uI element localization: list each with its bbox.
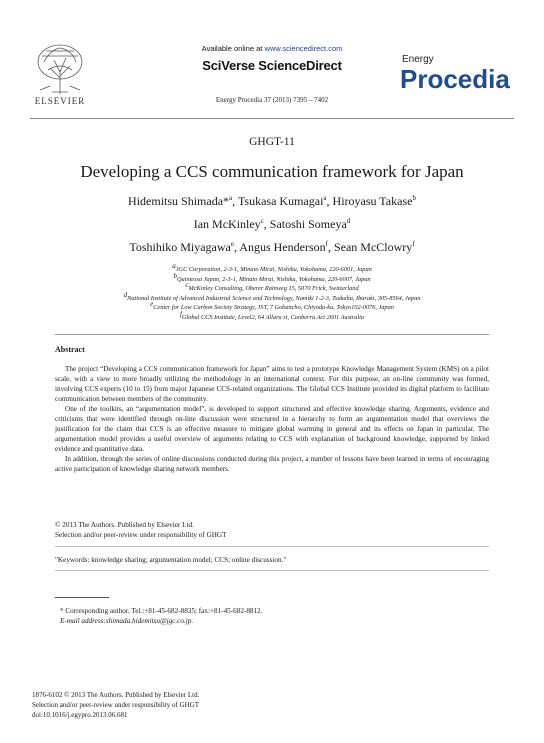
page-footer (32, 690, 432, 720)
keywords-top-rule (55, 546, 489, 547)
author-name: Hiroyasu Takase (332, 194, 413, 208)
author-sup: f (412, 240, 415, 248)
author-sup: a (229, 194, 233, 202)
copyright-line: © 2013 The Authors. Published by Elsevier Ltd. (55, 521, 194, 529)
copyright-block (55, 520, 489, 540)
abstract-paragraph: The project “Developing a CCS communication framework for Japan” aims to test a prototype Knowledge Management System (KMS) on a pilot scale, with a view to more broadly utilizing the methodology in an international context. For this purpose, an on-line community was formed, involving CCS experts (10 to 15) from major Japanese CCS-related organizations. The Global CCS Institute provided its digital platform to facilitate communication between members of the community. (55, 365, 489, 403)
author-sup: e (230, 240, 234, 248)
authors-line-2: Ian McKinley$^c$, Satoshi Someya$^d$ (193, 217, 351, 231)
abstract-divider (55, 334, 489, 335)
sciverse-wordmark: SciVerse ScienceDirect (202, 58, 342, 73)
author-sup: f (325, 240, 328, 248)
author-name: Toshihiko Miyagawa (129, 240, 231, 254)
authors-line-3: Toshihiko Miyagawa$^e$, Angus Henderson$^f$, Sean McClowry$^f$ (129, 240, 415, 254)
abstract-body (55, 364, 489, 474)
copyright-line: Selection and/or peer-review under responsibility of GHGT (55, 531, 227, 539)
available-online-label: Available online at (201, 44, 263, 53)
conference-label: GHGT-11 (249, 136, 295, 148)
journal-logo-big: Procedia (400, 64, 510, 94)
footnote-contact: * Corresponding author. Tel.:+81-45-682-8835; fax:+81-45-682-8812. (60, 607, 263, 615)
abstract-paragraph: In addition, through the series of online discussions conducted during this project, a number of lessons have been learned in terms of encouraging active participation of knowledge sharing network members. (55, 455, 489, 473)
affiliations (0, 261, 544, 322)
author-name: Satoshi Someya (269, 217, 347, 231)
footnote-email[interactable]: E-mail address:shimada.hidemitsu@jgc.co.jp. (60, 617, 194, 625)
keywords: "Keywords: knowledge sharing; argumentation model; CCS; online discussion." (55, 556, 287, 564)
author-sup: d (346, 217, 351, 225)
footer-doi[interactable]: doi:10.1016/j.egypro.2013.06.681 (32, 711, 128, 719)
affiliation-item: $^f$Global CCS Institute, Level2, 64 Allara st, Canberra Act 2601 Australia (179, 309, 365, 321)
abstract-heading: Abstract (55, 345, 85, 354)
sciencedirect-link[interactable]: www.sciencedirect.com (264, 44, 343, 53)
journal-logo-small: Energy (402, 54, 434, 65)
author-name: Hidemitsu Shimada* (128, 194, 230, 208)
footer-review: Selection and/or peer-review under responsibility of GHGT (32, 701, 200, 709)
footnote (60, 606, 490, 626)
affiliation-item: $^e$Center for Low Carbon Society Strategy, JST, 7 Gobancho, Chiyoda-ku, Tokyo102-0076, Japan (150, 299, 394, 311)
footnote-rule (55, 597, 109, 598)
affiliation-item: $^a$JGC Corporation, 2-3-1, Minato Mirai, Nishiku, Yokohama, 220-6001, Japan (172, 261, 372, 273)
paper-title: Developing a CCS communication framework for Japan (80, 162, 464, 181)
author-name: Tsukasa Kumagai (237, 194, 324, 208)
header-divider (30, 118, 514, 119)
affiliation-item: $^d$National Institute of Advanced Industrial Science and Technology, Namiki 1-2-3, Tsukuba, Ibaraki, 305-8564, Japan (123, 290, 421, 302)
author-name: Ian McKinley (193, 217, 261, 231)
journal-reference: Energy Procedia 37 (2013) 7395 – 7402 (215, 96, 329, 104)
author-name: Angus Henderson (239, 240, 326, 254)
author-sup: b (412, 194, 416, 202)
abstract-paragraph: One of the toolkits, an “argumentation model”, is developed to support structured and effective knowledge sharing. Arguments, evidence and criticisms that were identified through on-line discussion were structured in a hierarchy to form an argumentation model that overviews the justification for the claim that CCS is an effective measure to mitigate global warming in general and its effects on Japan in particular. The argumentation model provides a useful overview of arguments relating to CCS with explanation of background knowledge, supported by linked evidence and quantitative data. (55, 405, 489, 453)
keywords-bottom-rule (55, 570, 489, 571)
affiliation-item: $^b$Quintessa Japan, 2-3-1, Minato Mirai, Nishiku, Yokohama, 220-6007, Japan (173, 271, 371, 283)
affiliation-item: $^c$McKinley Consulting, Oberer Rainweg 15, 5070 Frick, Switzerland (185, 280, 359, 292)
authors-line-1: Hidemitsu Shimada*$^a$, Tsukasa Kumagai$^a$, Hiroyasu Takase$^b$ (128, 194, 416, 208)
author-sup: c (260, 217, 264, 225)
footer-issn: 1876-6102 © 2013 The Authors. Published by Elsevier Ltd. (32, 691, 200, 699)
author-sup: a (323, 194, 327, 202)
energy-procedia-logo (400, 48, 512, 96)
author-name: Sean McClowry (333, 240, 413, 254)
publisher-logo-text: ELSEVIER (34, 96, 86, 106)
